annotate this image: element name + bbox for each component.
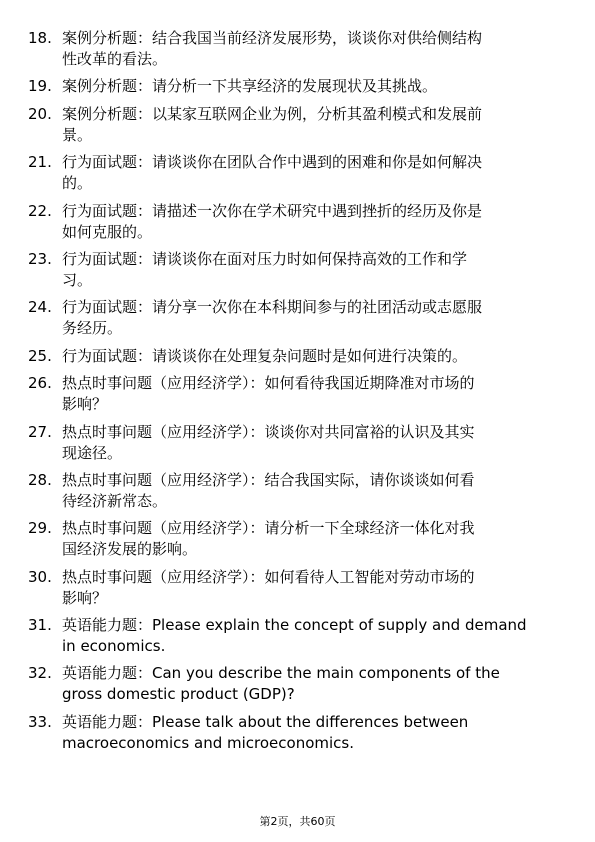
question-text: 案例分析题：以某家互联网企业为例，分析其盈利模式和发展前 景。	[62, 104, 483, 144]
question-number: 27.	[28, 422, 52, 441]
question-number: 18.	[28, 29, 52, 47]
question-item	[28, 201, 558, 243]
question-item	[28, 663, 558, 705]
question-number: 20.	[28, 104, 52, 123]
question-item	[28, 470, 558, 512]
question-item	[28, 712, 558, 754]
question-number: 30.	[28, 567, 52, 586]
question-number: 25.	[28, 346, 52, 365]
question-text: 案例分析题：请分析一下共享经济的发展现状及其挑战。	[62, 77, 438, 96]
question-item	[28, 104, 558, 146]
question-number: 21.	[28, 153, 52, 172]
question-text: 英语能力题：Please talk about the differences between macroeconomics and microeconomics.	[62, 712, 469, 752]
question-text: 热点时事问题（应用经济学）：谈谈你对共同富裕的认识及其实 现途径。	[62, 422, 475, 462]
question-text: 行为面试题：请谈谈你在团队合作中遇到的困难和你是如何解决 的。	[62, 153, 483, 193]
question-text: 英语能力题：Can you describe the main components of the gross domestic product (GDP)?	[62, 664, 500, 704]
question-number: 23.	[28, 249, 52, 268]
question-item	[28, 297, 558, 339]
question-text: 热点时事问题（应用经济学）：如何看待我国近期降准对市场的 影响？	[62, 374, 475, 414]
question-text: 热点时事问题（应用经济学）：请分析一下全球经济一体化对我 国经济发展的影响。	[62, 519, 475, 559]
question-item	[28, 615, 558, 657]
question-item	[28, 28, 558, 70]
question-text: 热点时事问题（应用经济学）：结合我国实际，请你谈谈如何看 待经济新常态。	[62, 470, 475, 510]
question-text: 行为面试题：请谈谈你在处理复杂问题时是如何进行决策的。	[62, 346, 468, 365]
question-text: 案例分析题：结合我国当前经济发展形势，谈谈你对供给侧结构 性改革的看法。	[62, 29, 483, 68]
question-text: 热点时事问题（应用经济学）：如何看待人工智能对劳动市场的 影响？	[62, 567, 475, 607]
question-number: 19.	[28, 77, 52, 96]
question-item	[28, 249, 558, 291]
question-item	[28, 422, 558, 464]
question-number: 33.	[28, 712, 52, 731]
question-list	[28, 28, 558, 760]
question-number: 22.	[28, 201, 52, 220]
question-item	[28, 567, 558, 609]
question-item	[28, 346, 558, 367]
question-text: 行为面试题：请描述一次你在学术研究中遇到挫折的经历及你是 如何克服的。	[62, 201, 483, 241]
question-item	[28, 152, 558, 194]
question-item	[28, 76, 558, 97]
question-text: 行为面试题：请谈谈你在面对压力时如何保持高效的工作和学 习。	[62, 249, 468, 289]
question-number: 24.	[28, 298, 52, 317]
question-number: 31.	[28, 616, 52, 635]
page-number-label: 第2页，共60页	[259, 815, 336, 828]
question-number: 32.	[28, 664, 52, 683]
question-number: 28.	[28, 470, 52, 489]
page-footer	[0, 815, 595, 829]
question-text: 行为面试题：请分享一次你在本科期间参与的社团活动或志愿服 务经历。	[62, 298, 483, 338]
question-item	[28, 373, 558, 415]
question-text: 英语能力题：Please explain the concept of supply and demand in economics.	[62, 616, 527, 656]
question-number: 26.	[28, 374, 52, 393]
question-number: 29.	[28, 519, 52, 538]
question-item	[28, 518, 558, 560]
